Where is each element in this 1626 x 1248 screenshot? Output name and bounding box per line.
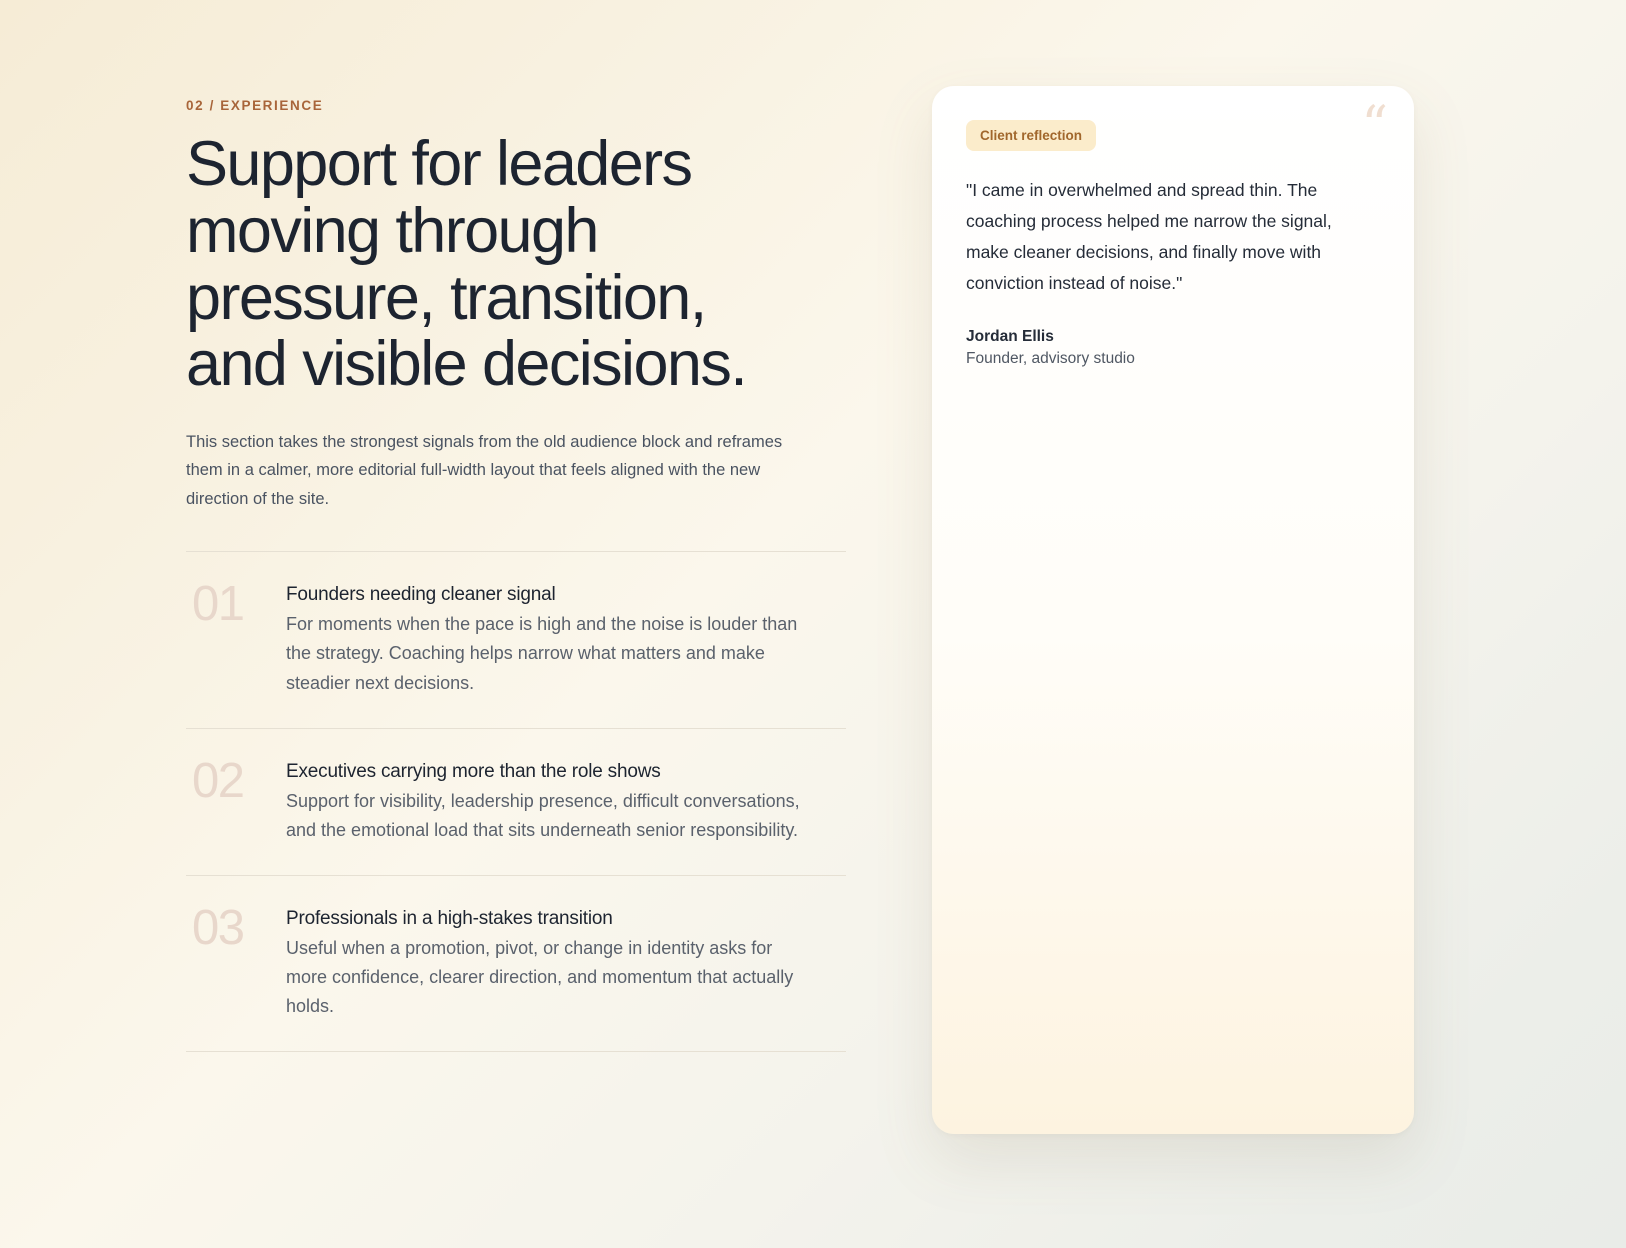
- content-column: [186, 84, 846, 1248]
- list-item-description: Support for visibility, leadership presence, difficult conversations, and the emotional load that sits underneath senior responsibility.: [286, 790, 800, 840]
- list-item-body: [286, 759, 806, 845]
- list-item-number: 01: [192, 577, 244, 632]
- list-item: [186, 729, 846, 876]
- quote-icon: “: [1361, 96, 1388, 156]
- list-item-number: 03: [192, 900, 244, 955]
- list-item-description: Useful when a promotion, pivot, or change in identity asks for more confidence, clearer direction, and momentum that actually holds.: [286, 937, 794, 1017]
- list-item-description: For moments when the pace is high and the noise is louder than the strategy. Coaching helps narrow what matters and make steadier next decisions.: [286, 614, 798, 693]
- audience-list: [186, 551, 846, 1052]
- aside-column: [846, 84, 1446, 1248]
- list-item-number: 02: [192, 753, 244, 808]
- list-item-title: Executives carrying more than the role shows: [286, 760, 661, 782]
- testimonial-card: [932, 86, 1414, 1134]
- testimonial-quote: "I came in overwhelmed and spread thin. The coaching process helped me narrow the signal, make cleaner decisions, and finally move with conviction instead of noise.": [966, 180, 1332, 294]
- section-eyebrow: 02 / EXPERIENCE: [186, 98, 324, 113]
- testimonial-author-name: Jordan Ellis: [966, 327, 1054, 345]
- section-intro: This section takes the strongest signals from the old audience block and reframes them in a calmer, more editorial full-width layout that feels aligned with the new direction of the site.: [186, 433, 783, 508]
- list-item-title: Professionals in a high-stakes transition: [286, 907, 613, 929]
- list-item-body: [286, 906, 806, 1021]
- list-item-body: [286, 582, 806, 697]
- status-badge: Client reflection: [966, 120, 1096, 151]
- testimonial-author-role: Founder, advisory studio: [966, 349, 1135, 367]
- list-item: [186, 552, 846, 728]
- list-item-title: Founders needing cleaner signal: [286, 584, 556, 606]
- page-title: Support for leaders moving through pressure, transition, and visible decisions.: [186, 129, 747, 400]
- list-item: [186, 876, 846, 1052]
